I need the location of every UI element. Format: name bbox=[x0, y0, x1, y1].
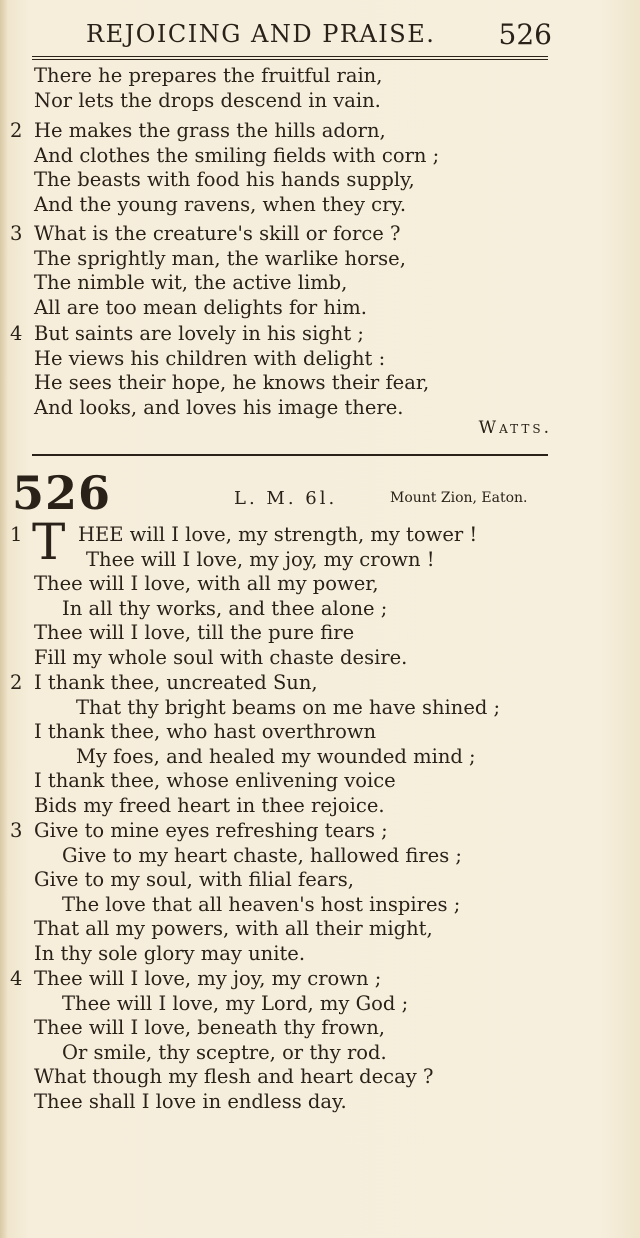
hymn-number: 526 bbox=[12, 466, 112, 520]
hymn-heading bbox=[0, 466, 640, 526]
verse-line: In all thy works, and thee alone ; bbox=[62, 596, 388, 620]
prev-verse-4 bbox=[10, 322, 570, 420]
header-rule bbox=[32, 56, 548, 60]
verse-line: Thee will I love, my Lord, my God ; bbox=[62, 991, 409, 1015]
author-attribution: Watts. bbox=[478, 418, 552, 438]
verse-line: Or smile, thy sceptre, or thy rod. bbox=[62, 1040, 387, 1064]
verse-line: 2 He makes the grass the hills adorn, bbox=[10, 119, 386, 142]
prev-verse-3 bbox=[10, 222, 570, 320]
verse-line: 4 But saints are lovely in his sight ; bbox=[10, 322, 364, 345]
prev-verse-2 bbox=[10, 119, 570, 217]
verse-line: Thee will I love, till the pure fire bbox=[34, 621, 355, 644]
verse-line: Nor lets the drops descend in vain. bbox=[34, 88, 381, 112]
verse-number: 1 bbox=[10, 523, 23, 546]
verse-line: All are too mean delights for him. bbox=[34, 295, 367, 319]
verse-line: 3 Give to mine eyes refreshing tears ; bbox=[10, 819, 388, 842]
drop-cap: T bbox=[32, 513, 66, 571]
running-title: REJOICING AND PRAISE. bbox=[86, 20, 436, 48]
verse-line: Bids my freed heart in thee rejoice. bbox=[34, 793, 385, 817]
verse-number: 3 bbox=[10, 222, 23, 245]
verse-line: What though my flesh and heart decay ? bbox=[34, 1065, 434, 1088]
hymn-tune: Mount Zion, Eaton. bbox=[390, 490, 528, 506]
running-header bbox=[0, 16, 640, 50]
prev-verse-1 bbox=[10, 64, 570, 113]
verse-line: That thy bright beams on me have shined ; bbox=[76, 695, 501, 719]
verse-line: And the young ravens, when they cry. bbox=[34, 192, 407, 216]
page-gutter-shadow bbox=[0, 0, 8, 1238]
verse-line: The sprightly man, the warlike horse, bbox=[34, 246, 406, 270]
verse-line: In thy sole glory may unite. bbox=[34, 941, 306, 965]
verse-line: 1 T HEE will I love, my strength, my tower ! bbox=[10, 513, 478, 571]
verse-line: My foes, and healed my wounded mind ; bbox=[76, 744, 476, 768]
verse-line: 3 What is the creature's skill or force ? bbox=[10, 222, 401, 245]
verse-number: 3 bbox=[10, 819, 23, 842]
verse-line: Thee will I love, my joy, my crown ! bbox=[86, 547, 435, 571]
verse-line: Thee shall I love in endless day. bbox=[34, 1089, 347, 1113]
verse-number: 4 bbox=[10, 967, 23, 990]
verse-line: Fill my whole soul with chaste desire. bbox=[34, 645, 408, 669]
verse-line: The love that all heaven's host inspires ; bbox=[62, 892, 461, 916]
verse-line: Give to my heart chaste, hallowed fires ; bbox=[62, 843, 462, 867]
verse-number: 2 bbox=[10, 671, 23, 694]
verse-line: I thank thee, whose enlivening voice bbox=[34, 769, 396, 792]
verse-line: And clothes the smiling fields with corn ; bbox=[34, 143, 440, 167]
verse-line: I thank thee, who hast overthrown bbox=[34, 720, 377, 743]
verse-line: He sees their hope, he knows their fear, bbox=[34, 371, 430, 394]
hymn-separator-rule bbox=[32, 454, 548, 456]
hymn-verse-2 bbox=[10, 671, 570, 818]
verse-line: And looks, and loves his image there. bbox=[34, 395, 404, 419]
verse-number: 4 bbox=[10, 322, 23, 345]
verse-line: Thee will I love, with all my power, bbox=[34, 572, 379, 595]
verse-line: 2 I thank thee, uncreated Sun, bbox=[10, 671, 318, 694]
verse-line: 4 Thee will I love, my joy, my crown ; bbox=[10, 967, 382, 990]
verse-line: The nimble wit, the active limb, bbox=[34, 271, 348, 294]
verse-line: He views his children with delight : bbox=[34, 346, 386, 370]
verse-line: The beasts with food his hands supply, bbox=[34, 168, 415, 191]
page-number: 526 bbox=[498, 18, 552, 51]
verse-line: There he prepares the fruitful rain, bbox=[34, 64, 383, 87]
verse-line: Give to my soul, with filial fears, bbox=[34, 868, 354, 891]
hymn-verse-1 bbox=[10, 513, 570, 670]
verse-number: 2 bbox=[10, 119, 23, 142]
hymn-meter: L. M. 6l. bbox=[234, 488, 338, 509]
verse-line: Thee will I love, beneath thy frown, bbox=[34, 1016, 385, 1039]
hymn-verse-4 bbox=[10, 967, 570, 1114]
verse-line: That all my powers, with all their might, bbox=[34, 917, 433, 940]
hymn-verse-3 bbox=[10, 819, 570, 966]
